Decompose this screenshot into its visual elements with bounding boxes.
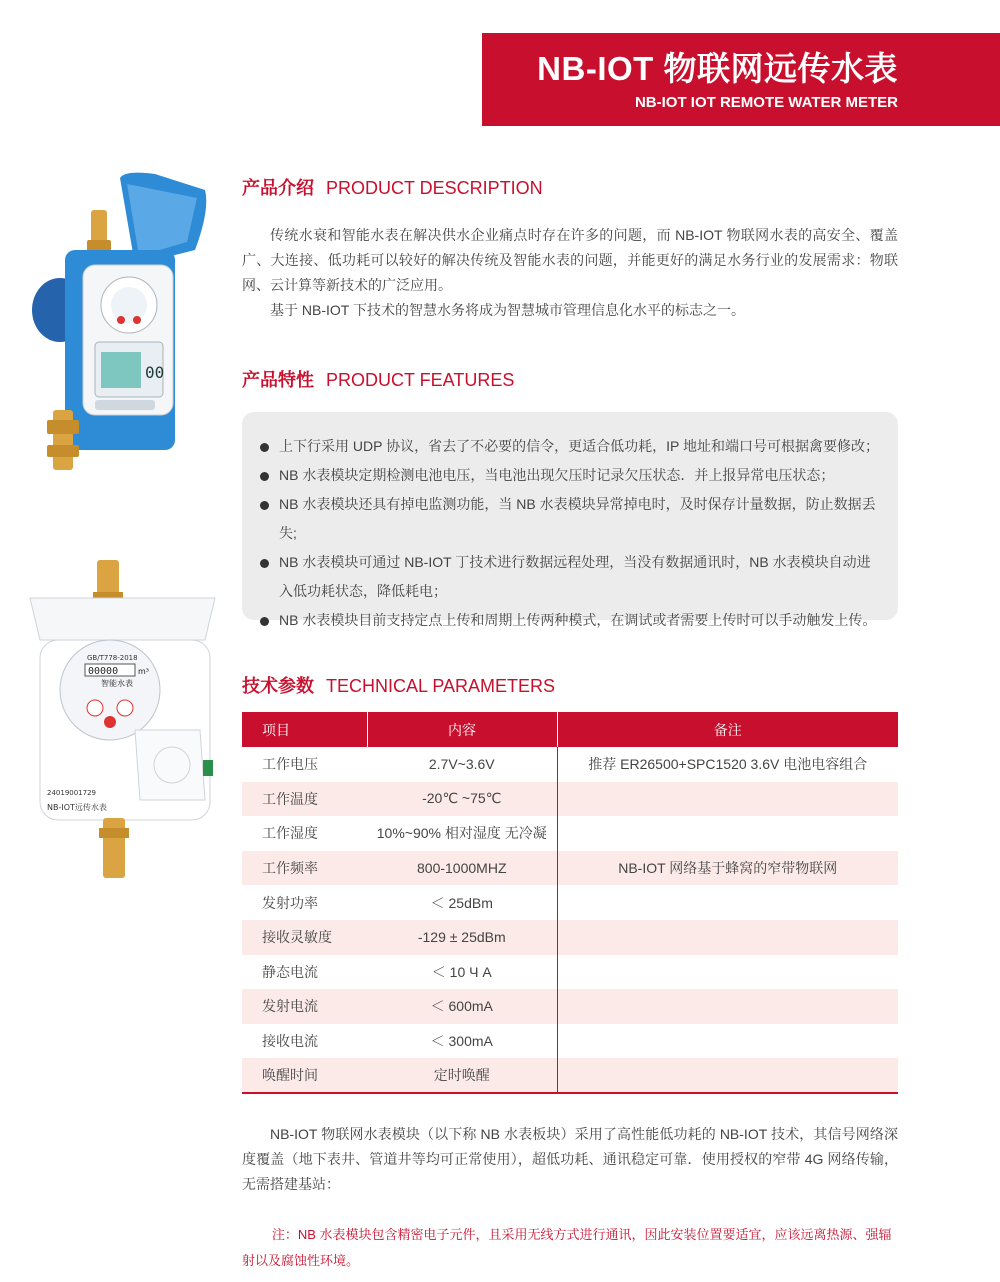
param-remark <box>557 1058 898 1093</box>
summary-paragraph: NB-IOT 物联网水表模块（以下称 NB 水表板块）采用了高性能低功耗的 NB-IOT 技术，其信号网络深度覆盖（地下表井、管道井等均可正常使用），超低功耗、通讯稳定可靠．使用授权的窄带 4G 网络传输，无需搭建基站： <box>242 1126 898 1192</box>
table-row <box>242 1024 898 1059</box>
param-remark: 推荐 ER26500+SPC1520 3.6V 电池电容组合 <box>588 756 868 773</box>
header-banner <box>482 33 1000 126</box>
bullet-icon <box>260 501 269 510</box>
table-row <box>242 747 898 782</box>
blue-water-meter-image <box>25 170 215 480</box>
param-remark <box>557 782 898 817</box>
param-value: 800-1000MHZ <box>367 851 557 886</box>
column-header-item: 项目 <box>242 712 367 747</box>
feature-text: 上下行采用 UDP 协议，省去了不必要的信令，更适合低功耗，IP 地址和端口号可根据禽要修改； <box>279 438 879 454</box>
feature-item <box>258 548 884 606</box>
parameters-heading <box>242 672 555 698</box>
description-paragraph: 基于 NB-IOT 下技术的智慧水务将成为智慧城市管理信息化水平的标志之一。 <box>270 302 745 318</box>
parameters-heading-en: TECHNICAL PARAMETERS <box>326 676 556 696</box>
param-name: 工作频率 <box>242 851 367 886</box>
white-meter-serial: 24019001729 <box>47 789 96 797</box>
bullet-icon <box>260 472 269 481</box>
param-name: 接收电流 <box>262 1033 318 1050</box>
feature-text: NB 水表模块可通过 NB-IOT 丁技术进行数据远程处理，当没有数据通讯时，NB 水表模块自动进入低功耗状态，降低耗电； <box>279 554 871 599</box>
param-remark <box>557 1024 898 1059</box>
param-name: 接收灵敏度 <box>242 920 367 955</box>
white-meter-side-text: NB-IOT远传水表 <box>47 803 107 812</box>
param-value: ＜ 10 Ч A <box>367 955 557 990</box>
white-meter-unit: m³ <box>138 667 149 676</box>
param-value: ＜ 25dBm <box>367 885 557 920</box>
parameters-heading-cn: 技术参数 <box>242 676 314 696</box>
parameters-table <box>242 712 898 1094</box>
features-heading-cn: 产品特性 <box>242 370 314 390</box>
features-heading <box>242 366 514 392</box>
white-meter-standard: GB/T778-2018 <box>87 654 138 662</box>
column-header-content: 内容 <box>367 712 557 747</box>
param-value: ＜ 600mA <box>367 989 557 1024</box>
bullet-icon <box>260 443 269 452</box>
feature-item <box>258 606 884 635</box>
table-row <box>242 885 898 920</box>
param-name: 工作温度 <box>242 782 367 817</box>
page-subtitle: NB-IOT IOT REMOTE WATER METER <box>634 94 898 111</box>
param-remark <box>557 989 898 1024</box>
feature-item <box>258 490 884 548</box>
bullet-icon <box>260 617 269 626</box>
description-paragraph: 传统水衰和智能水表在解决供水企业痛点时存在许多的问题，而 NB-IOT 物联网水表的高安全、覆盖广、大连接、低功耗可以较好的解决传统及智能水表的问题，并能更好的满足水务行业的发展需求：物联网、云计算等新技术的广泛应用。 <box>242 227 898 293</box>
param-value: 2.7V~3.6V <box>367 747 557 782</box>
feature-text: NB 水表模块目前支持定点上传和周期上传两种模式，在调试或者需要上传时可以手动触发上传。 <box>279 612 877 628</box>
param-name: 发射电流 <box>242 989 367 1024</box>
white-meter-counter: 00000 <box>88 666 119 677</box>
bullet-icon <box>260 559 269 568</box>
table-row <box>242 1058 898 1093</box>
page-title: NB-IOT 物联网远传水表 <box>537 50 898 87</box>
feature-item <box>258 461 884 490</box>
param-value: -20℃ ~75℃ <box>367 782 557 817</box>
feature-text: NB 水表模块定期检测电池电压，当电池出现欠压时记录欠压状态．并上报异常电压状态； <box>279 467 835 483</box>
param-name: 工作电压 <box>262 756 318 773</box>
feature-item <box>258 432 884 461</box>
param-value: 定时唤醒 <box>367 1058 557 1093</box>
table-row <box>242 989 898 1024</box>
table-row <box>242 955 898 990</box>
table-row <box>242 782 898 817</box>
warning-note: 注：NB 水表模块包含精密电子元件，且采用无线方式进行通讯，因此安装位置要适宜，应该远离热源、强辐射以及腐蚀性环境。 <box>242 1227 892 1268</box>
table-row <box>242 920 898 955</box>
param-remark <box>557 920 898 955</box>
param-value: ＜ 300mA <box>367 1024 557 1059</box>
param-value: 10%~90% 相对湿度 无冷凝 <box>367 816 557 851</box>
param-name: 工作湿度 <box>262 825 318 842</box>
table-row <box>242 851 898 886</box>
table-header-row <box>242 712 898 747</box>
features-panel <box>242 412 898 628</box>
param-remark <box>557 885 898 920</box>
summary-body <box>242 1122 898 1197</box>
table-row <box>242 816 898 851</box>
param-remark <box>557 955 898 990</box>
description-body <box>242 223 898 323</box>
description-heading <box>242 174 543 200</box>
white-meter-name: 智能水表 <box>101 679 133 688</box>
param-remark <box>557 816 898 851</box>
param-name: 静态电流 <box>262 963 318 980</box>
white-water-meter-image <box>25 560 225 885</box>
param-name: 唤醒时间 <box>242 1058 367 1093</box>
feature-text: NB 水表模块还具有掉电监测功能，当 NB 水表模块异常掉电时，及时保存计量数据，防止数据丢失; <box>279 496 876 541</box>
features-list <box>258 432 884 635</box>
description-heading-en: PRODUCT DESCRIPTION <box>326 178 543 198</box>
param-name: 发射功率 <box>262 894 318 911</box>
description-heading-cn: 产品介绍 <box>242 178 314 198</box>
param-value: -129 ± 25dBm <box>367 920 557 955</box>
column-header-remark: 备注 <box>557 712 898 747</box>
param-remark: NB-IOT 网络基于蜂窝的窄带物联网 <box>557 851 898 886</box>
blue-meter-lcd-digits: 00 <box>145 363 165 382</box>
features-heading-en: PRODUCT FEATURES <box>326 370 515 390</box>
